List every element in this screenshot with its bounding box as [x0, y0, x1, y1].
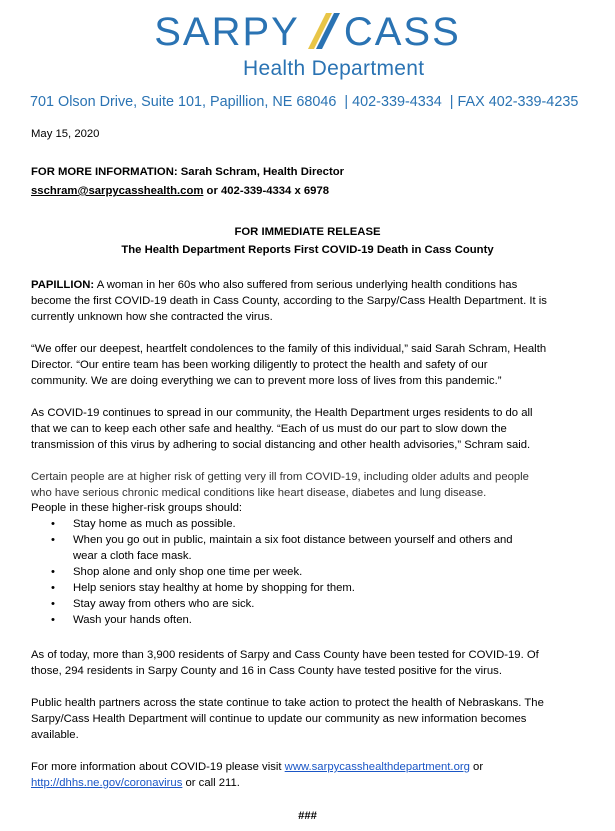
bullet-icon: •: [51, 518, 55, 530]
email-link[interactable]: sschram@sarpycasshealth.com: [31, 185, 204, 197]
bullet-icon: •: [51, 614, 55, 626]
paragraph-1-line: currently unknown how she contracted the virus.: [31, 311, 273, 323]
fax: FAX 402-339-4235: [457, 94, 579, 110]
paragraph-7-line: For more information about COVID-19 please visit www.sarpycasshealthdepartment.org or: [31, 761, 484, 773]
list-item-continuation: wear a cloth face mask.: [73, 550, 192, 562]
paragraph-1-line: become the first COVID-19 death in Cass County, according to the Sarpy/Cass Health Department. It is: [31, 295, 547, 307]
bullet-icon: •: [51, 598, 55, 610]
logo: [0, 4, 615, 86]
paragraph-6-line: Public health partners across the state continue to take action to protect the health of Nebraskans. The: [31, 697, 544, 709]
logo-name-left: SARPY: [154, 10, 300, 54]
more-info-contact: [31, 183, 591, 199]
separator: |: [449, 94, 454, 110]
paragraph-2-line: Director. “Our entire team has been working diligently to protect the health and safety of our: [31, 359, 488, 371]
paragraph-1-line: PAPILLION: A woman in her 60s who also suffered from serious underlying health conditions has: [31, 279, 518, 291]
list-item: • Stay home as much as possible.: [51, 518, 236, 530]
logo-wordmark: [0, 10, 615, 54]
contact-line: [30, 92, 615, 112]
more-info-line: FOR MORE INFORMATION: Sarah Schram, Health Director: [31, 166, 345, 178]
website-link[interactable]: www.sarpycasshealthdepartment.org: [284, 761, 470, 773]
phone-extension: or 402-339-4334 x 6978: [203, 185, 330, 197]
list-item: • When you go out in public, maintain a six foot distance between yourself and others and: [51, 534, 513, 546]
end-mark: ###: [298, 810, 317, 822]
release-date: May 15, 2020: [31, 128, 100, 140]
bullet-icon: •: [51, 566, 55, 578]
paragraph-2-line: community. We are doing everything we can to prevent more loss of lives from this pandemic.”: [31, 375, 502, 387]
paragraph-3-line: transmission of this virus by adhering to social distancing and other health advisories,” Schram said.: [31, 439, 531, 451]
list-item: • Shop alone and only shop one time per week.: [51, 566, 303, 578]
paragraph-6-line: available.: [31, 729, 79, 741]
release-heading: FOR IMMEDIATE RELEASE: [234, 226, 381, 238]
paragraph-2-line: “We offer our deepest, heartfelt condolences to the family of this individual,” said Sarah Schram, Health: [31, 343, 547, 355]
risk-group-list: [31, 516, 591, 628]
bullet-icon: •: [51, 534, 55, 546]
list-item: • Wash your hands often.: [51, 614, 192, 626]
paragraph-5-line: As of today, more than 3,900 residents of Sarpy and Cass County have been tested for COVID-19. Of: [31, 649, 539, 661]
list-item: • Help seniors stay healthy at home by shopping for them.: [51, 582, 355, 594]
paragraph-4-line: who have serious chronic medical conditions like heart disease, diabetes and lung disease.: [31, 487, 487, 499]
paragraph-3-line: As COVID-19 continues to spread in our community, the Health Department urges residents to do all: [31, 407, 533, 419]
address: 701 Olson Drive, Suite 101, Papillion, NE 68046: [30, 94, 337, 110]
logo-name-right: CASS: [343, 10, 461, 54]
dateline: PAPILLION:: [31, 279, 95, 291]
logo-subtitle: Health Department: [243, 57, 425, 80]
logo-slash-icon: [302, 11, 342, 51]
paragraph-4-line: Certain people are at higher risk of getting very ill from COVID-19, including older adults and people: [31, 471, 529, 483]
bullet-icon: •: [51, 582, 55, 594]
list-item: • Stay away from others who are sick.: [51, 598, 255, 610]
paragraph-3-line: that we can to keep each other safe and healthy. “Each of us must do our part to slow down the: [31, 423, 507, 435]
paragraph-7-line: http://dhhs.ne.gov/coronavirus or call 211.: [31, 777, 240, 789]
paragraph-6-line: Sarpy/Cass Health Department will continue to update our community as new information becomes: [31, 713, 527, 725]
release-title: The Health Department Reports First COVID-19 Death in Cass County: [121, 244, 494, 256]
separator: |: [344, 94, 349, 110]
dhhs-link[interactable]: http://dhhs.ne.gov/coronavirus: [31, 777, 183, 789]
paragraph-4-line: People in these higher-risk groups should:: [31, 502, 243, 514]
phone: 402-339-4334: [352, 94, 442, 110]
paragraph-5-line: those, 294 residents in Sarpy County and 16 in Cass County have tested positive for the virus.: [31, 665, 502, 677]
